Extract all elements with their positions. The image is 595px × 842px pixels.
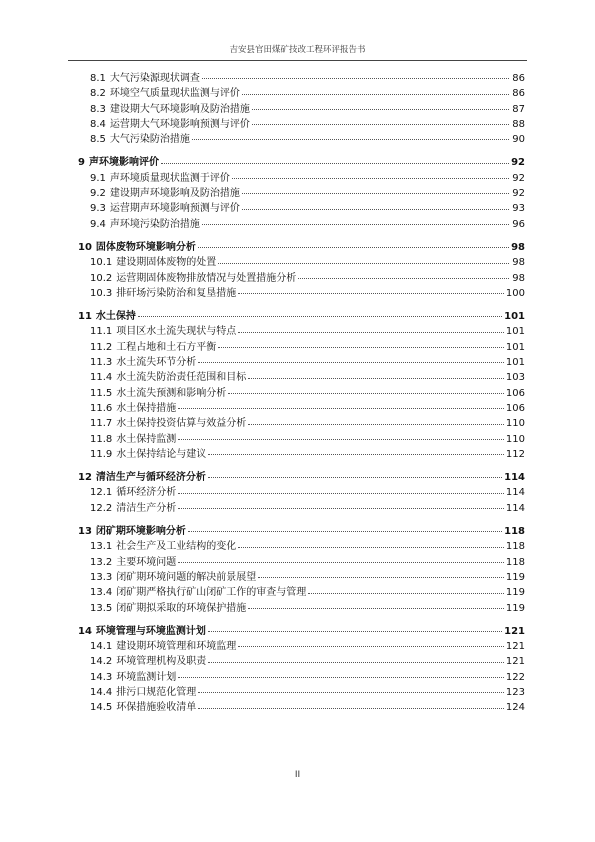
toc-chapter-entry[interactable] (78, 309, 525, 324)
toc-section-entry[interactable] (78, 370, 525, 385)
toc-entry-number: 8.4 (90, 118, 106, 130)
toc-entry-title: 水土保持措施 (116, 402, 177, 414)
toc-dot-leader (208, 453, 504, 455)
toc-entry-page: 118 (504, 526, 525, 538)
toc-entry-number: 11.1 (90, 326, 113, 338)
toc-section-entry[interactable] (78, 555, 525, 570)
toc-section-entry[interactable] (78, 401, 525, 416)
toc-section-entry[interactable] (78, 217, 525, 232)
toc-section-entry[interactable] (78, 685, 525, 700)
toc-dot-leader (138, 315, 502, 317)
toc-entry-page: 101 (505, 326, 525, 338)
toc-entry-number: 11.3 (90, 357, 113, 369)
toc-dot-leader (238, 331, 504, 333)
toc-dot-leader (308, 592, 504, 594)
toc-dot-leader (242, 192, 509, 194)
toc-entry-title: 排污口规范化管理 (116, 686, 197, 698)
toc-section-entry[interactable] (78, 416, 525, 431)
toc-entry-number: 14.2 (90, 656, 113, 668)
toc-dot-leader (248, 377, 504, 379)
toc-entry-title: 闭矿期环境影响分析 (95, 526, 186, 538)
toc-entry-title: 循环经济分析 (116, 487, 177, 499)
toc-entry-title: 水土流失防治责任范围和目标 (116, 372, 247, 384)
toc-entry-number: 8.3 (90, 103, 106, 115)
toc-entry-number: 13.2 (90, 556, 113, 568)
toc-entry-number: 13 (78, 526, 92, 538)
toc-spacer (78, 232, 525, 240)
toc-entry-page: 98 (511, 241, 525, 253)
toc-dot-leader (242, 208, 509, 210)
toc-spacer (78, 616, 525, 624)
toc-entry-title: 大气污染源现状调查 (109, 73, 200, 84)
toc-entry-title: 声环境污染防治措施 (109, 218, 200, 230)
toc-dot-leader (252, 123, 509, 125)
toc-dot-leader (208, 630, 502, 632)
toc-chapter-entry[interactable] (78, 624, 525, 639)
toc-spacer (78, 301, 525, 309)
toc-section-entry[interactable] (78, 186, 525, 201)
toc-entry-number: 13.4 (90, 587, 113, 599)
toc-entry-page: 121 (505, 641, 525, 653)
toc-entry-page: 119 (505, 587, 525, 599)
toc-entry-title: 项目区水土流失现状与特点 (116, 326, 237, 338)
toc-dot-leader (258, 576, 504, 578)
toc-entry-title: 建设期声环境影响及防治措施 (109, 188, 240, 200)
toc-entry-page: 118 (505, 541, 525, 553)
toc-entry-number: 14.3 (90, 671, 113, 683)
toc-entry-page: 103 (505, 372, 525, 384)
toc-entry-page: 112 (505, 448, 525, 460)
toc-entry-title: 环境管理与环境监测计划 (95, 625, 206, 637)
toc-entry-page: 110 (505, 433, 525, 445)
toc-entry-title: 建设期固体废物的处置 (116, 257, 217, 269)
toc-entry-page: 101 (504, 311, 525, 323)
toc-entry-title: 声环境质量现状监测于评价 (109, 172, 230, 184)
toc-dot-leader (238, 645, 504, 647)
toc-entry-page: 92 (512, 172, 525, 184)
toc-entry-title: 环境监测计划 (116, 671, 177, 683)
toc-section-entry[interactable] (78, 324, 525, 339)
toc-entry-page: 96 (512, 218, 525, 230)
toc-section-entry[interactable] (78, 71, 525, 86)
toc-entry-title: 闭矿期环境问题的解决前景展望 (116, 571, 257, 583)
toc-section-entry[interactable] (78, 117, 525, 132)
toc-entry-page: 114 (505, 487, 525, 499)
toc-dot-leader (208, 661, 504, 663)
toc-section-entry[interactable] (78, 271, 525, 286)
toc-entry-title: 声环境影响评价 (88, 157, 159, 169)
toc-entry-number: 8.1 (90, 73, 106, 84)
toc-entry-page: 121 (505, 656, 525, 668)
toc-entry-title: 闭矿期拟采取的环境保护措施 (116, 602, 247, 614)
toc-entry-number: 13.5 (90, 602, 113, 614)
toc-entry-page: 92 (512, 188, 525, 200)
toc-dot-leader (178, 407, 504, 409)
toc-entry-title: 环保措施验收清单 (116, 702, 197, 714)
toc-entry-title: 运营期大气环境影响预测与评价 (109, 118, 250, 130)
toc-dot-leader (198, 246, 509, 248)
toc-entry-number: 14 (78, 625, 92, 637)
toc-spacer (78, 462, 525, 470)
toc-dot-leader (178, 438, 504, 440)
toc-section-entry[interactable] (78, 485, 525, 500)
page-number: II (294, 770, 301, 780)
toc-dot-leader (242, 93, 509, 95)
toc-entry-title: 清洁生产分析 (116, 502, 177, 514)
toc-entry-number: 14.4 (90, 686, 113, 698)
toc-section-entry[interactable] (78, 86, 525, 101)
toc-entry-number: 12.2 (90, 502, 113, 514)
page-header: 吉安县官田煤矿技改工程环评报告书 (229, 45, 366, 55)
toc-entry-page: 90 (512, 134, 525, 146)
toc-dot-leader (238, 546, 504, 548)
toc-entry-number: 11.9 (90, 448, 113, 460)
toc-section-entry[interactable] (78, 447, 525, 462)
toc-entry-title: 固体废物环境影响分析 (95, 241, 196, 253)
toc-entry-page: 119 (505, 571, 525, 583)
toc-section-entry[interactable] (78, 102, 525, 117)
toc-section-entry[interactable] (78, 386, 525, 401)
toc-entry-title: 水土流失环节分析 (116, 357, 197, 369)
toc-entry-title: 水土保持投资估算与效益分析 (116, 418, 247, 430)
toc-entry-number: 11.5 (90, 387, 113, 399)
table-of-contents (78, 71, 525, 716)
toc-section-entry[interactable] (78, 286, 525, 301)
toc-entry-number: 11.8 (90, 433, 113, 445)
toc-entry-page: 124 (505, 702, 525, 714)
toc-entry-page: 100 (505, 287, 525, 299)
toc-entry-page: 98 (512, 257, 525, 269)
toc-entry-title: 大气污染防治措施 (109, 134, 190, 146)
toc-entry-number: 13.1 (90, 541, 113, 553)
toc-spacer (78, 147, 525, 155)
toc-entry-page: 86 (512, 88, 525, 100)
toc-entry-title: 环境空气质量现状监测与评价 (109, 88, 240, 100)
toc-entry-page: 114 (505, 502, 525, 514)
toc-dot-leader (248, 607, 504, 609)
toc-dot-leader (198, 707, 504, 709)
toc-dot-leader (198, 691, 504, 693)
toc-entry-number: 11.2 (90, 341, 113, 353)
toc-entry-title: 水土保持监测 (116, 433, 177, 445)
header-divider (68, 60, 527, 61)
toc-section-entry[interactable] (78, 601, 525, 616)
toc-entry-number: 11 (78, 311, 92, 323)
toc-entry-number: 13.3 (90, 571, 113, 583)
toc-section-entry[interactable] (78, 670, 525, 685)
toc-section-entry[interactable] (78, 654, 525, 669)
toc-dot-leader (198, 361, 504, 363)
toc-entry-number: 10.2 (90, 272, 113, 284)
toc-section-entry[interactable] (78, 132, 525, 147)
toc-section-entry[interactable] (78, 585, 525, 600)
toc-entry-number: 9.3 (90, 203, 106, 215)
toc-entry-number: 10.1 (90, 257, 113, 269)
toc-entry-page: 88 (512, 118, 525, 130)
toc-chapter-entry[interactable] (78, 155, 525, 170)
toc-entry-page: 106 (505, 402, 525, 414)
toc-entry-number: 9.1 (90, 172, 106, 184)
toc-entry-page: 92 (511, 157, 525, 169)
toc-section-entry[interactable] (78, 201, 525, 216)
toc-dot-leader (202, 77, 509, 79)
toc-chapter-entry[interactable] (78, 240, 525, 255)
toc-dot-leader (298, 277, 509, 279)
toc-entry-page: 118 (505, 556, 525, 568)
toc-entry-page: 114 (504, 472, 525, 484)
toc-entry-number: 11.7 (90, 418, 113, 430)
toc-dot-leader (178, 492, 504, 494)
toc-entry-page: 110 (505, 418, 525, 430)
toc-chapter-entry[interactable] (78, 524, 525, 539)
toc-entry-title: 水土流失预测和影响分析 (116, 387, 227, 399)
toc-entry-page: 106 (505, 387, 525, 399)
toc-entry-number: 11.6 (90, 402, 113, 414)
toc-entry-page: 86 (512, 73, 525, 84)
toc-entry-number: 10.3 (90, 287, 113, 299)
toc-entry-page: 123 (505, 686, 525, 698)
toc-entry-title: 水土保持结论与建议 (116, 448, 207, 460)
toc-entry-page: 122 (505, 671, 525, 683)
toc-entry-number: 10 (78, 241, 92, 253)
toc-section-entry[interactable] (78, 570, 525, 585)
toc-entry-title: 运营期固体废物排放情况与处置措施分析 (116, 272, 297, 284)
toc-dot-leader (218, 262, 509, 264)
toc-entry-number: 9 (78, 157, 85, 169)
toc-dot-leader (192, 138, 509, 140)
toc-dot-leader (202, 223, 509, 225)
toc-dot-leader (161, 162, 509, 164)
toc-section-entry[interactable] (78, 340, 525, 355)
toc-entry-page: 93 (512, 203, 525, 215)
toc-entry-title: 建设期大气环境影响及防治措施 (109, 103, 250, 115)
toc-spacer (78, 516, 525, 524)
toc-entry-number: 14.5 (90, 702, 113, 714)
toc-section-entry[interactable] (78, 639, 525, 654)
toc-entry-title: 运营期声环境影响预测与评价 (109, 203, 240, 215)
toc-entry-number: 12.1 (90, 487, 113, 499)
toc-section-entry[interactable] (78, 255, 525, 270)
toc-section-entry[interactable] (78, 432, 525, 447)
toc-dot-leader (228, 392, 504, 394)
toc-entry-title: 社会生产及工业结构的变化 (116, 541, 237, 553)
toc-dot-leader (238, 292, 504, 294)
toc-entry-number: 14.1 (90, 641, 113, 653)
toc-entry-page: 87 (512, 103, 525, 115)
toc-entry-title: 工程占地和土石方平衡 (116, 341, 217, 353)
toc-dot-leader (178, 561, 504, 563)
toc-dot-leader (248, 423, 504, 425)
toc-entry-title: 建设期环境管理和环境监理 (116, 641, 237, 653)
toc-entry-number: 12 (78, 472, 92, 484)
toc-dot-leader (232, 177, 509, 179)
toc-dot-leader (252, 108, 509, 110)
toc-section-entry[interactable] (78, 501, 525, 516)
toc-entry-page: 101 (505, 357, 525, 369)
toc-entry-title: 排矸场污染防治和复垦措施 (116, 287, 237, 299)
toc-entry-number: 8.2 (90, 88, 106, 100)
toc-entry-number: 11.4 (90, 372, 113, 384)
toc-section-entry[interactable] (78, 700, 525, 715)
toc-entry-title: 环境管理机构及职责 (116, 656, 207, 668)
toc-dot-leader (208, 476, 502, 478)
toc-entry-title: 主要环境问题 (116, 556, 177, 568)
toc-entry-title: 闭矿期严格执行矿山闭矿工作的审查与管理 (116, 587, 307, 599)
toc-dot-leader (218, 346, 504, 348)
toc-section-entry[interactable] (78, 171, 525, 186)
toc-chapter-entry[interactable] (78, 470, 525, 485)
toc-entry-page: 101 (505, 341, 525, 353)
toc-entry-number: 9.2 (90, 188, 106, 200)
toc-entry-number: 9.4 (90, 218, 106, 230)
toc-dot-leader (188, 530, 502, 532)
toc-entry-number: 8.5 (90, 134, 106, 146)
toc-entry-page: 119 (505, 602, 525, 614)
toc-dot-leader (178, 507, 504, 509)
toc-entry-page: 98 (512, 272, 525, 284)
toc-dot-leader (178, 676, 504, 678)
toc-entry-page: 121 (504, 625, 525, 637)
toc-section-entry[interactable] (78, 539, 525, 554)
toc-entry-title: 清洁生产与循环经济分析 (95, 472, 206, 484)
toc-section-entry[interactable] (78, 355, 525, 370)
toc-entry-title: 水土保持 (95, 311, 136, 323)
